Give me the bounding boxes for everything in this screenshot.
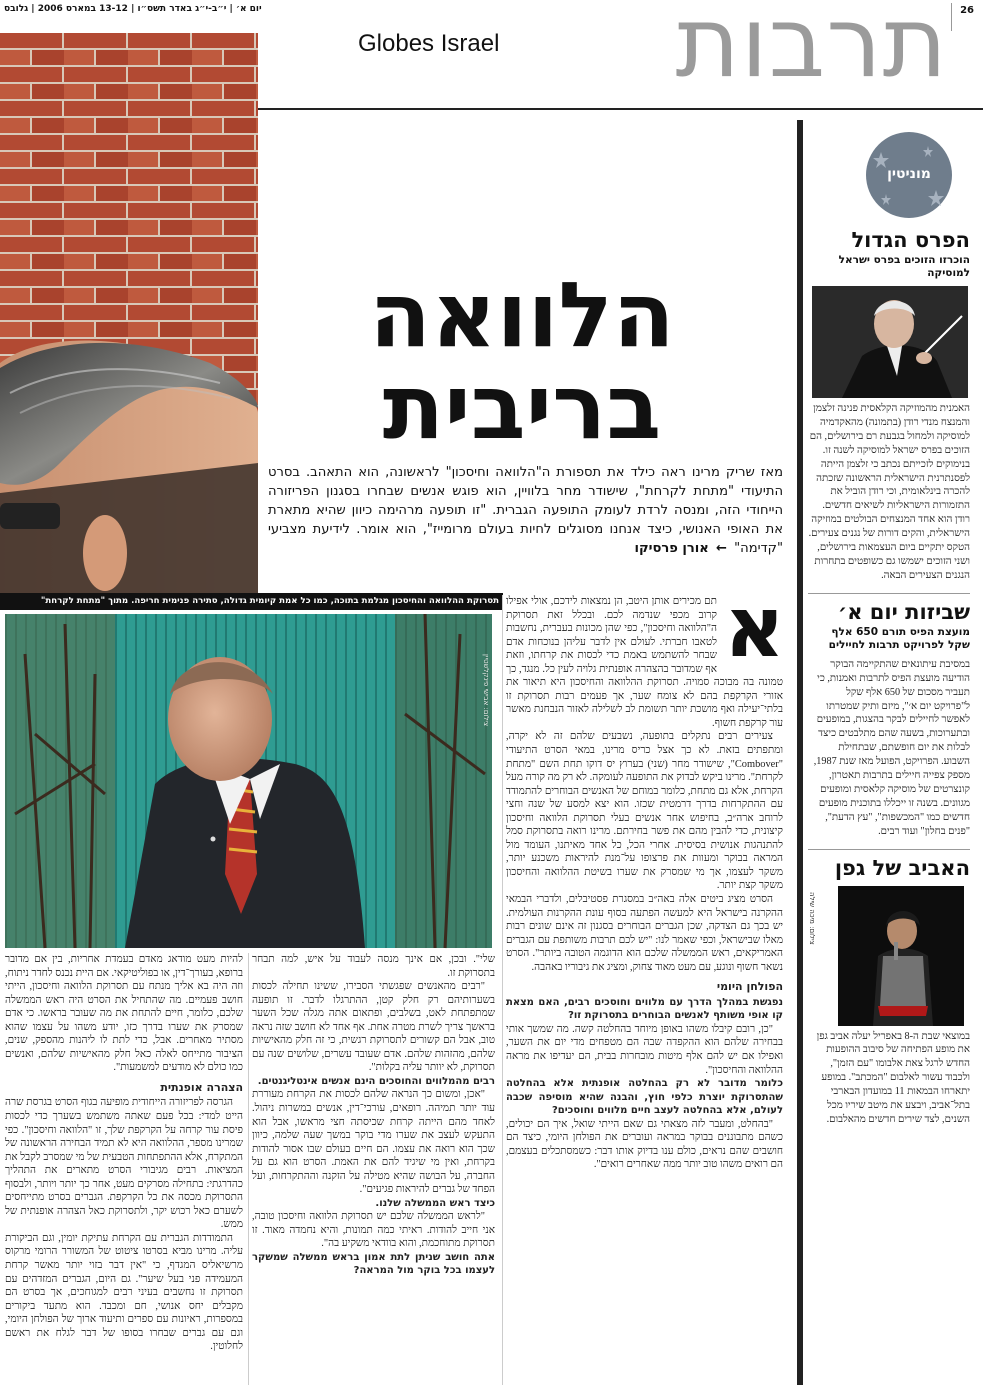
paragraph: "רבים מהאנשים שפגשתי הסבירו, ששינו תחילה לכסות בשערותיהם רק חלק קטן, ההתרגלו לדבר. זו תופעה שמתפתחת לאט, בשלבים, ופתאום אתה מגלה שכל השער בראשך צריך לשרת מטרה אחת. אף אחד לא חושב שזה נראה טוב, אבל הם קשורים לתסרוקת רגשית, כי זה חלק מהאישיות שלהם, מהזהות שלהם. אדם שעובד עשרים, שלושים שנה עם תסרוקת, לא יוותר עליה בקלות".	[252, 981, 495, 1074]
column-1-text	[506, 595, 783, 1172]
byline: אורן פרסיקו	[634, 541, 709, 556]
sidebar-item-deck: הוכרזו הזוכים בפרס ישראל למוסיקה	[838, 254, 970, 279]
article-column-1	[506, 578, 785, 1385]
hair-photo	[0, 33, 258, 593]
paragraph: "אכן, ומשום כך הנראה שלהם לכסות את הקרחת מעוררת עוד יותר תמיהה. רופאים, עורכי־דין, אנשים במשרות ניהול. לאחד מהם הייתה קרחת שכיסתה חצי מראשו, אבל הוא התעקש לעצב את שערו מדי בוקר במשך שעה שלמה, כיוון שכך הוא רואה את עצמו. הם חיים בעולם שבו אסור להודות בקרחת, ואין מי שיגיד להם את האמת. הסרט הוא גם על החברה, על הבושה שהיא מטילה על הזקנה וההתקרחות, ועל הפחד של גברים להיראות פגיעים".	[252, 1089, 495, 1196]
conductor-photo	[812, 286, 968, 398]
photo-credit: צילום: מיכה שילה	[808, 891, 816, 945]
paragraph: שלי". ובכן, אם אינך מנסה לעבוד על איש, למה תבחר בתסרוקת זו.	[252, 954, 495, 979]
main-photo	[5, 614, 492, 948]
interview-question: כיצד ראש הממשלה שלנו.	[375, 1197, 495, 1209]
sidebar-item-deck: מועצת הפיס תורם 650 אלף שקל לפרויקט תרבות לחיילים	[828, 625, 970, 651]
badge-label: מוניטין	[887, 166, 931, 182]
sidebar-item-body: האמנית מהמוזיקה הקלאסית פנינה זלצמן והמנצח מנדי רודן (בתמונה) מהאקדמיה למוסיקה ולמחול בגבעת רם בירושלים, הם הזוכים בפרס ישראל למוסיקה לשנה זו. בנימוקים לזכייתם נכתב כי זלצמן הייתה לפסנתרנית הישראלית הראשונה שזכתה להכרה בינלאומית, וכי רודן הוביל את התזמורות הישראליות לשיאים חדשים. רודן הוא אחד המנצחים הבולטים במוזיקה הישראלית, והקים דורות של נגנים צעירים. הטקס יתקיים ביום העצמאות בירושלים, ושני הזוכים ישמשו גם כשופטים בתחרות הנגנים הצעירים הבאה.	[808, 403, 970, 581]
interview-question: כלומר מדובר לא רק בהחלטה אופנתית אלא בהחלטה שהתסרוקת יוצרת כלפי חוץ, והבנה שהיא מוסיפה שכבה לעולם, אלא בהחלטה לעצב חיים מלווים וחוסכים?	[506, 1078, 783, 1117]
sidebar-item-body: במסיבת עיתונאים שהתקיימה הבוקר הודיעה מועצת הפיס לתרבות ואמנות, כי תעביר מסכום של 650 אלף שקל ל"פרויקט יום א׳", מיזם ותיק שמטרתו לאפשר לחיילים לבקר בהצגות, במופעים ובתערוכות, בשעה שהם מתלבטים כיצד לבלות את יום חופשתם, שבתחילת השבוע. הפרויקט, הפועל מאז שנת 1987, מספק צפייה חיילים בתרבות תאטרון, קונצרטים של מוסיקה קלאסית ומופעים מגוונים. בשנה זו ייכללו בתוכנית מופעים חדשים כמו "המכשפות", "עץ הדעת", "פנים בחלון" ועוד רבים.	[813, 658, 970, 837]
lede-text: מאז שריק מרינו ראה כילד את תספורת ה"הלוואה וחיסכון" לראשונה, הוא התאהב. בסרט התיעודי "מתחת לקרחת", שישודר מחר בלוויין, הוא פוגש אנשים שבחרו בסגנון הפריזורה הייחודי הזה, ומנסה לרדת לעומק התופעה הגברית. "זו תופעה מרהימה כיוון שהיא מתארת את האופי האנושי, כיצד אנחנו מסוגלים לחיות בעולם מרומייז", הוא אומר. לידיעת מצביעי "קדימה"	[268, 465, 783, 556]
subheading: הצהרה אופנתית	[160, 1080, 243, 1094]
header-rule-vertical	[951, 3, 952, 31]
column-3-text	[5, 953, 243, 1354]
headline-line-1: הלוואה	[369, 263, 675, 368]
paragraph: הסרט מציג ביטים אלה באה״ב במסגרת פסטיבלים, ולדברי הבמאי ההקרנה בישראל היא למעשה הפתעה בסוף עונת ההקרנות העולמית. יש בכך גם הצדקה, שכן הגברים הבוחרים בסגנון זה אינם שונים רבות מאלו שבישראל, וכפי שאמר לנו: "יש לכם תרבות משותפת עם הגברים האמריקאים, ראש הממשלה שלכם הוא הדוגמה הטובה ביותר". הסרט נשאר חשוף ונוגע, עם מעט מאוד צחוק, ומציג את גיבוריו באהבה.	[506, 894, 783, 973]
sidebar-item-geffen	[808, 849, 970, 1127]
column-2-text	[252, 953, 495, 1278]
article-lede	[268, 463, 783, 558]
byline-arrow: ←	[715, 541, 727, 556]
photo-credit: צילום: אבישי פינקלשטיין	[482, 654, 490, 727]
page-number: 26	[960, 5, 974, 16]
article-headline	[262, 263, 782, 460]
headline-line-2: בריבית	[382, 355, 662, 460]
brand-logo: Globes Israel	[358, 30, 500, 57]
sidebar-item-prize	[808, 228, 970, 583]
interview-question: רבים מהמלווים והחוסכים הינם אנשים אינטליגנטים.	[257, 1075, 495, 1087]
article-column-2	[252, 953, 495, 1385]
interview-question: אתה חושב שניתן לתת אמון בראש ממשלה שמשקר לעצמו בכל בוקר מול המראה?	[252, 1251, 495, 1277]
photo-caption: תסרוקת ההלוואה והחיסכון מגלמת בתוכה, כמו כל אמת קיומית גדולה, סתירה פנימית חריפה. מתוך "מתחת לקרחת"	[0, 593, 503, 610]
monitin-badge	[866, 132, 952, 218]
dateline: יום א׳ | י״ב-י״ג באדר תשס״ו | 13-12 במארס 2006 | גלובס	[4, 4, 262, 14]
paragraph: "לראש הממשלה שלכם יש תסרוקת הלוואה וחיסכון טובה, אני חייב להודות. ראיתי כמה תמונות, והיא נחמדה מאוד. זו תסרוקת מתוחכמת, והוא בוודאי משקיע בה".	[252, 1211, 495, 1250]
singer-photo	[808, 886, 964, 1026]
paragraph: תם מכירים אותן היטב, הן נמצאות לידכם, אולי אפילו קרוב מכפי שנדמה לכם. ובכלל זאת תסרוקת ה"הלוואה וחיסכון", כפי שהן מכונות בעברית, נחשבות לטאבו חברתי. לעולם אין לדבר עליהן בנוכחות אדם שבחר להשתמש באמת כדי לכסות את קרחתו, וזאת אף שמדובר בהצהרה אופנתית גלויה לעין כל. מנגד, כך טמונה בה מבוכה סמויה. תסרוקת ההלוואה והחיסכון היא תיאור את אזורי הקרקפת בהם לא צומח שער, אך פעמים רבות תסרוקת זו בלתי־יעילה ואף מושכת יותר תשומת לב לשלילה לאזור הנבחנת מאשר עור קרקפת חשוף.	[506, 596, 783, 729]
singer-image	[838, 886, 964, 1026]
column-divider	[248, 953, 249, 1385]
brick-wall-image	[0, 33, 258, 593]
subheading: הפולחן היומי	[716, 980, 783, 994]
sidebar-item-title: האביב של גפן	[834, 855, 970, 880]
sidebar-item-weekend	[808, 593, 970, 839]
sidebar	[808, 122, 970, 1385]
column-divider	[502, 595, 503, 1385]
paragraph: צעירים רבים נתקלים בתופעה, נשבעים שלהם זה לא יקרה, ומתפתים בזאת. לא כך אצל כריס מרינו, במאי הסרט התיעודי "Combover", שישודר מחר (שני) בערוץ יס דוקו תחת השם "מתחת לקרחת". מרינו ביקש לבדוק את התופעה לעומקה. לא רק מה קורה מעל הקרחת, אלא גם מתחת, כלומר במוחם של האנשים הבוחרים להתמודד עם ההתקרחות בדרך דרמטית שכזו. הוא יצא למסע של שנה וחצי לרוחב ארה״ב, בחיפוש אחר אנשים בעלי תסרוקת הלוואה וחיסכון קיצונית, כדי להבין מהם את פשר בחירתם. מרינו רואה בתסרוקת סמל להתנהגות אנושית בסיסית. אחרי הכל, כל אחד מאיתנו, העומד מול המראה בבוקר ומעוות את פרצופו על־מנת להיראות משכנע יותר, משקר לעצמו, אך מי שמסרק את שערו בשיטת ההלוואה והחיסכון משקר קצת יותר.	[506, 731, 783, 892]
sidebar-item-title: שביזות יום א׳	[837, 599, 970, 624]
paragraph: "בהחלט, ומעבר לזה מצאתי גם שאם הייתי שואל, איך הם יכולים, כשהם מתבוננים בבוקר במראה ועוברים את הפולחן היומי, כיצד הם חושבים שהם נראים, כולם ענו בדיוק אותו דבר: כשמסתכלים בעצמם, הם רואים משהו טוב יותר ממה שאחרים רואים".	[506, 1118, 783, 1171]
conductor-image	[812, 286, 968, 398]
interview-question: נפגשת במהלך הדרך עם מלווים וחוסכים רבים, האם מצאת קו אופי משותף לאנשים הבוחרים בתסרוקת זו?	[506, 996, 783, 1022]
section-title: תרבות	[675, 0, 948, 100]
man-in-suit-image	[5, 614, 492, 948]
paragraph: התמודדות הגברית עם הקרחת עתיקת יומין, וגם הביקורת עליה. מרינו מביא בסרטו ציטוט של המשורר הרומי מרקוס מרשיאליס המגדף, כי "אין דבר בזוי יותר מאשר קרחת המעמידה פני בעל שיער". גם היום, הגברים המזדהים עם תסרוקת זו נחשבים בעיני רבים למגוחכים, אך בסרט הם מקבלים יחס אנושי, חם ומכבד. הוא מתעד ביקורים במספרות, ראיונות עם ספרים ותיעוד ארוך של הפולחן היומי, וגם עם גברים שבחרו בסופו של דבר לגלח את ראשם לחלוטין.	[5, 1232, 243, 1353]
drop-cap: א	[723, 578, 785, 676]
article-column-3	[5, 953, 243, 1385]
sidebar-item-body: במוצאי שבת ה-8 באפריל יעלה אביב גפן את מופע הפתיחה של סיבוב ההופעות החדש לרגל צאת אלבומו "עם הזמן", ולכבוד עשור לאלבום "המכתב". במופע יתארחו הבמאות 11 במועדון הבארבי בתל־אביב, ויבצע את מיטב שיריו מכל השנים, לצד שירים חדשים מהאלבום.	[816, 1030, 970, 1125]
paragraph: "כן, רובם קיבלו משהו באופן מיוחד בהחלטה קשה. מה שמשך אותי בבחירה שלהם הוא ההקפדה שבה הם מטפחים מדי יום את השער, ואפילו אם יש להם אלף מיטות מובחרות בבית, הם יעדיפו את מראה ההלוואה והחיסכון".	[506, 1023, 783, 1076]
sidebar-item-title: הפרס הגדול	[851, 228, 970, 252]
paragraph: הגרסה לפריזורה הייחודית מופיעה בגוף הסרט בגרסת שרה הייט למדי: בכל פעם שאתה משתמש בשערך כדי לכסות פיסת עור קרחה על הקרקפת שלך, זו "הלוואה וחיסכון". כפי שמרינו מספר, ההלוואה היא לא תמיד הבחירה הראשונה של המתקרח, אלא ההתפתחות הטבעית של מי שמסרב לקבל את המציאות. רבים מגיבורי הסרט מתארים את התהליך כהדרגתי: בתחילה מסרקים מעט, אחר כך יותר ויותר, ולבסוף התסרוקת מכסה את כל הקרקפת. הגברים בסרט מתייחסים לשערם כאל רכוש יקר, ולתסרוקת כאל הצהרה אופנתית של ממש.	[5, 1097, 243, 1231]
paragraph: להיות מעט מודאג מאדם בעמדת אחריות, בין אם מדובר ברופא, בעורך־דין, או בפוליטיקאי. אם היית נכנס לחדר ניתוח, וזה היה בא אליך מנתח עם תסרוקת הלוואה וחיסכון, הייתי חושב פעמיים. מה שהתחיל את הסרט היה ראש הממשלה שלכם, כלומר, חיים להתחת את מה שעובר בראשו. כי אדם שמסרק את שערו בדרך כזו, יודע משהו על עצמו שהוא מסתיר מאחרים. אבל, כדי לתת לו ליהנות מהספק, שנים, הציבור מתייחס לאלה כאל חלק מהאישיות שלהם, ואנשים כמו כולם לא מודעים למשמעות".	[5, 954, 243, 1074]
header-rule	[255, 108, 983, 110]
